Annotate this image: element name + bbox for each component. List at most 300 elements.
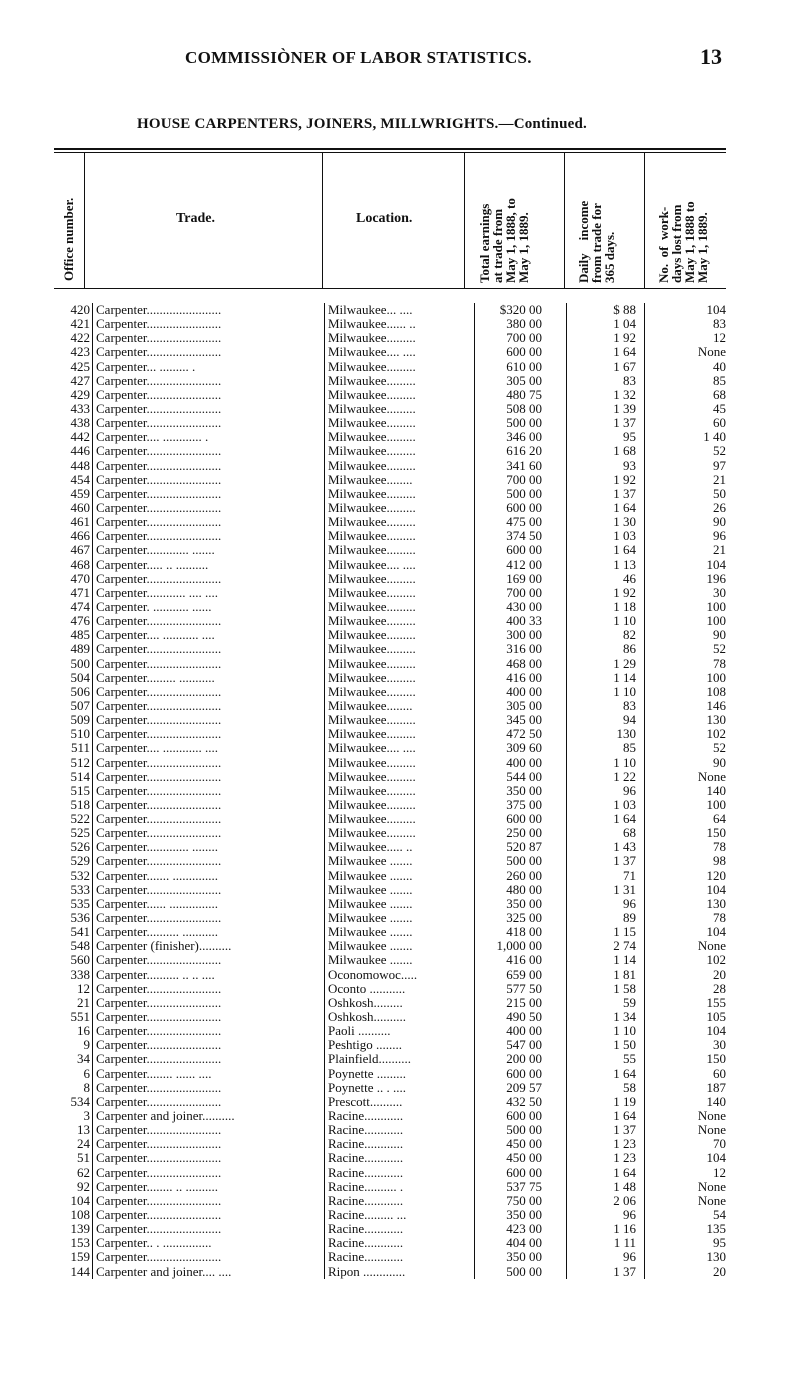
earnings-cell: 520 87 <box>506 839 542 855</box>
trade-cell: Carpenter....................... <box>96 515 222 530</box>
table-row <box>54 430 726 444</box>
location-cell: Racine............ <box>328 1151 404 1166</box>
office-number-cell: 34 <box>77 1051 90 1067</box>
trade-cell: Carpenter.... ............ .... <box>96 741 219 756</box>
table-row <box>54 883 726 897</box>
earnings-cell: 500 00 <box>506 415 542 431</box>
daily-income-cell: 96 <box>623 1249 636 1265</box>
location-cell: Oconto ........... <box>328 981 406 996</box>
location-cell: Milwaukee......... <box>328 614 416 629</box>
days-lost-cell: 54 <box>713 1207 726 1222</box>
table-row <box>54 317 726 331</box>
trade-cell: Carpenter....................... <box>96 812 222 827</box>
col-divider <box>644 153 645 288</box>
trade-cell: Carpenter....................... <box>96 571 222 586</box>
daily-income-cell: 1 04 <box>613 316 636 332</box>
earnings-cell: 169 00 <box>506 570 542 586</box>
days-lost-cell: 135 <box>706 1221 726 1237</box>
office-number-cell: 51 <box>77 1150 90 1166</box>
days-lost-cell: 155 <box>706 994 726 1010</box>
table-row <box>54 897 726 911</box>
location-cell: Racine......... ... <box>328 1208 407 1222</box>
office-number-cell: 3 <box>83 1108 90 1124</box>
location-cell: Racine............ <box>328 1137 404 1152</box>
earnings-cell: 400 00 <box>506 1023 542 1039</box>
trade-cell: Carpenter........ ...... .... <box>96 1066 212 1081</box>
trade-cell: Carpenter....................... <box>96 401 222 416</box>
days-lost-cell: 52 <box>713 740 726 756</box>
office-number-cell: 429 <box>70 386 90 402</box>
earnings-cell: 430 00 <box>506 598 542 614</box>
earnings-cell: 325 00 <box>506 910 542 926</box>
table-row <box>54 331 726 345</box>
daily-income-cell: 1 34 <box>613 1009 636 1025</box>
earnings-cell: 1,000 00 <box>496 938 542 954</box>
daily-income-cell: 1 64 <box>613 344 636 360</box>
table-row <box>54 360 726 374</box>
trade-cell: Carpenter....................... <box>96 642 222 657</box>
daily-income-cell: 1 64 <box>613 499 636 515</box>
daily-income-cell: 95 <box>623 429 636 445</box>
table-row <box>54 1067 726 1081</box>
location-cell: Milwaukee......... <box>328 500 416 515</box>
trade-cell: Carpenter......... ........... <box>96 670 215 685</box>
trade-cell: Carpenter....................... <box>96 755 222 770</box>
daily-income-cell: 89 <box>623 910 636 926</box>
office-number-cell: 92 <box>77 1178 90 1194</box>
trade-cell: Carpenter and joiner.......... <box>96 1109 235 1124</box>
office-number-cell: 532 <box>70 867 90 883</box>
days-lost-cell: 96 <box>713 528 726 544</box>
daily-income-cell: 1 68 <box>613 443 636 459</box>
header-daily-income: Daily income from trade for 365 days. <box>576 200 617 283</box>
daily-income-cell: 1 92 <box>613 584 636 600</box>
location-cell: Racine............ <box>328 1250 404 1265</box>
daily-income-cell: 1 10 <box>613 754 636 770</box>
days-lost-cell: 78 <box>713 839 726 855</box>
table-row <box>54 515 726 529</box>
earnings-cell: 508 00 <box>506 400 542 416</box>
col-divider <box>322 153 323 288</box>
earnings-cell: 472 50 <box>506 726 542 742</box>
days-lost-cell: 104 <box>706 1150 726 1166</box>
earnings-cell: 423 00 <box>506 1221 542 1237</box>
earnings-cell: 600 00 <box>506 1065 542 1081</box>
table-row <box>54 374 726 388</box>
table-title: HOUSE CARPENTERS, JOINERS, MILLWRIGHTS.—Continued. <box>137 116 587 132</box>
trade-cell: Carpenter....................... <box>96 684 222 699</box>
daily-income-cell: 1 92 <box>613 330 636 346</box>
office-number-cell: 471 <box>70 584 90 600</box>
table-row <box>54 416 726 430</box>
trade-cell: Carpenter....................... <box>96 953 222 968</box>
location-cell: Milwaukee ....... <box>328 939 413 954</box>
days-lost-cell: None <box>697 768 726 784</box>
days-lost-cell: 146 <box>706 697 726 713</box>
earnings-cell: 700 00 <box>506 584 542 600</box>
location-cell: Paoli .......... <box>328 1024 391 1039</box>
table-row <box>54 1010 726 1024</box>
office-number-cell: 144 <box>70 1263 90 1279</box>
days-lost-cell: 12 <box>713 330 726 346</box>
daily-income-cell: 1 16 <box>613 1221 636 1237</box>
daily-income-cell: 1 92 <box>613 471 636 487</box>
table-row <box>54 1095 726 1109</box>
trade-cell: Carpenter (finisher).......... <box>96 939 232 954</box>
daily-income-cell: 96 <box>623 1207 636 1222</box>
office-number-cell: 422 <box>70 330 90 346</box>
office-number-cell: 427 <box>70 372 90 388</box>
days-lost-cell: 187 <box>706 1079 726 1095</box>
trade-cell: Carpenter....................... <box>96 416 222 431</box>
daily-income-cell: 1 64 <box>613 542 636 558</box>
location-cell: Milwaukee......... <box>328 373 416 388</box>
days-lost-cell: 85 <box>713 372 726 388</box>
earnings-cell: 500 00 <box>506 853 542 869</box>
trade-cell: Carpenter....................... <box>96 1137 222 1152</box>
location-cell: Milwaukee.... .... <box>328 741 416 756</box>
table-row <box>54 911 726 925</box>
location-cell: Milwaukee......... <box>328 783 416 798</box>
header-office-number: Office number. <box>61 197 76 281</box>
table-row <box>54 925 726 939</box>
daily-income-cell: 1 43 <box>613 839 636 855</box>
days-lost-cell: 90 <box>713 754 726 770</box>
office-number-cell: 446 <box>70 443 90 459</box>
table-row <box>54 558 726 572</box>
daily-income-cell: 1 64 <box>613 1164 636 1180</box>
trade-cell: Carpenter....................... <box>96 1208 222 1222</box>
trade-cell: Carpenter....................... <box>96 1080 222 1095</box>
office-number-cell: 153 <box>70 1235 90 1251</box>
top-rule <box>54 148 726 150</box>
table-row <box>54 1137 726 1151</box>
trade-cell: Carpenter....... .............. <box>96 868 219 883</box>
earnings-cell: 500 00 <box>506 1122 542 1138</box>
table-row <box>54 996 726 1010</box>
days-lost-cell: 50 <box>713 485 726 501</box>
days-lost-cell: 104 <box>706 302 726 317</box>
trade-cell: Carpenter....................... <box>96 444 222 459</box>
days-lost-cell: 97 <box>713 457 726 473</box>
daily-income-cell: 1 48 <box>613 1178 636 1194</box>
trade-cell: Carpenter....................... <box>96 614 222 629</box>
daily-income-cell: 1 18 <box>613 598 636 614</box>
location-cell: Milwaukee......... <box>328 543 416 558</box>
days-lost-cell: None <box>697 938 726 954</box>
daily-income-cell: 1 11 <box>613 1235 636 1251</box>
running-title: COMMISSIÒNER OF LABOR STATISTICS. <box>185 48 532 67</box>
location-cell: Milwaukee ....... <box>328 911 413 926</box>
office-number-cell: 536 <box>70 910 90 926</box>
office-number-cell: 534 <box>70 1093 90 1109</box>
office-number-cell: 514 <box>70 768 90 784</box>
days-lost-cell: 28 <box>713 980 726 996</box>
days-lost-cell: 100 <box>706 613 726 629</box>
office-number-cell: 518 <box>70 796 90 812</box>
daily-income-cell: 1 15 <box>613 924 636 940</box>
days-lost-cell: 83 <box>713 316 726 332</box>
table-row <box>54 953 726 967</box>
office-number-cell: 512 <box>70 754 90 770</box>
days-lost-cell: 90 <box>713 627 726 643</box>
office-number-cell: 506 <box>70 683 90 699</box>
earnings-cell: 260 00 <box>506 867 542 883</box>
earnings-cell: 404 00 <box>506 1235 542 1251</box>
column-headers <box>54 153 726 289</box>
days-lost-cell: 98 <box>713 853 726 869</box>
header-days-lost: No. of work- days lost from May 1, 1888 to May 1, 1889. <box>656 201 710 283</box>
earnings-cell: 341 60 <box>506 457 542 473</box>
trade-cell: Carpenter....................... <box>96 1151 222 1166</box>
location-cell: Milwaukee......... <box>328 656 416 671</box>
days-lost-cell: 102 <box>706 726 726 742</box>
trade-cell: Carpenter....................... <box>96 911 222 926</box>
daily-income-cell: 1 31 <box>613 881 636 897</box>
office-number-cell: 515 <box>70 782 90 798</box>
trade-cell: Carpenter....................... <box>96 1165 222 1180</box>
earnings-cell: 250 00 <box>506 825 542 841</box>
trade-cell: Carpenter....................... <box>96 1193 222 1208</box>
daily-income-cell: 1 67 <box>613 358 636 374</box>
table-row <box>54 826 726 840</box>
earnings-cell: 380 00 <box>506 316 542 332</box>
daily-income-cell: 1 23 <box>613 1136 636 1152</box>
days-lost-cell: 120 <box>706 867 726 883</box>
daily-income-cell: 96 <box>623 895 636 911</box>
days-lost-cell: 40 <box>713 358 726 374</box>
earnings-cell: 700 00 <box>506 471 542 487</box>
table-body <box>54 303 726 1279</box>
location-cell: Prescott.......... <box>328 1094 403 1109</box>
location-cell: Milwaukee...... .. <box>328 317 416 332</box>
days-lost-cell: 105 <box>706 1009 726 1025</box>
days-lost-cell: 150 <box>706 1051 726 1067</box>
table-row <box>54 303 726 317</box>
daily-income-cell: 1 19 <box>613 1093 636 1109</box>
days-lost-cell: 60 <box>713 1065 726 1081</box>
table-row <box>54 388 726 402</box>
location-cell: Racine............ <box>328 1109 404 1124</box>
daily-income-cell: 59 <box>623 994 636 1010</box>
trade-cell: Carpenter....................... <box>96 797 222 812</box>
office-number-cell: 489 <box>70 641 90 657</box>
days-lost-cell: None <box>697 1192 726 1208</box>
office-number-cell: 21 <box>77 994 90 1010</box>
trade-cell: Carpenter....................... <box>96 1222 222 1237</box>
earnings-cell: 432 50 <box>506 1093 542 1109</box>
trade-cell: Carpenter....................... <box>96 1024 222 1039</box>
table-row <box>54 869 726 883</box>
table-row <box>54 812 726 826</box>
table-row <box>54 572 726 586</box>
table-row <box>54 586 726 600</box>
trade-cell: Carpenter.... ........... .... <box>96 628 215 643</box>
earnings-cell: 412 00 <box>506 556 542 572</box>
trade-cell: Carpenter..... .. .......... <box>96 557 209 572</box>
table-row <box>54 1123 726 1137</box>
table-row <box>54 657 726 671</box>
table-row <box>54 501 726 515</box>
location-cell: Milwaukee......... <box>328 359 416 374</box>
table-row <box>54 1052 726 1066</box>
trade-cell: Carpenter....................... <box>96 500 222 515</box>
office-number-cell: 510 <box>70 726 90 742</box>
location-cell: Milwaukee........ <box>328 698 413 713</box>
table-row <box>54 1236 726 1250</box>
days-lost-cell: 12 <box>713 1164 726 1180</box>
table-row <box>54 444 726 458</box>
daily-income-cell: 82 <box>623 627 636 643</box>
earnings-cell: 346 00 <box>506 429 542 445</box>
table-row <box>54 727 726 741</box>
office-number-cell: 459 <box>70 485 90 501</box>
trade-cell: Carpenter.... ............ . <box>96 430 209 445</box>
days-lost-cell: 20 <box>713 1263 726 1279</box>
daily-income-cell: 1 64 <box>613 811 636 827</box>
location-cell: Racine............ <box>328 1236 404 1251</box>
office-number-cell: 438 <box>70 415 90 431</box>
trade-cell: Carpenter....................... <box>96 387 222 402</box>
daily-income-cell: 1 39 <box>613 400 636 416</box>
location-cell: Milwaukee......... <box>328 486 416 501</box>
table-row <box>54 614 726 628</box>
table-row <box>54 1151 726 1165</box>
days-lost-cell: 130 <box>706 1249 726 1265</box>
location-cell: Milwaukee......... <box>328 713 416 728</box>
earnings-cell: 600 00 <box>506 1108 542 1124</box>
daily-income-cell: 83 <box>623 372 636 388</box>
earnings-cell: 400 00 <box>506 754 542 770</box>
daily-income-cell: 130 <box>616 726 636 742</box>
table-row <box>54 1166 726 1180</box>
earnings-cell: 616 20 <box>506 443 542 459</box>
days-lost-cell: 90 <box>713 514 726 530</box>
earnings-cell: 316 00 <box>506 641 542 657</box>
daily-income-cell: 1 13 <box>613 556 636 572</box>
days-lost-cell: 52 <box>713 641 726 657</box>
location-cell: Milwaukee......... <box>328 727 416 742</box>
earnings-cell: 418 00 <box>506 924 542 940</box>
office-number-cell: 525 <box>70 825 90 841</box>
location-cell: Plainfield.......... <box>328 1052 412 1067</box>
office-number-cell: 420 <box>70 302 90 317</box>
daily-income-cell: 85 <box>623 740 636 756</box>
location-cell: Oshkosh.......... <box>328 1010 407 1025</box>
earnings-cell: 200 00 <box>506 1051 542 1067</box>
days-lost-cell: 78 <box>713 910 726 926</box>
earnings-cell: 416 00 <box>506 669 542 685</box>
trade-cell: Carpenter. ........... ...... <box>96 599 212 614</box>
daily-income-cell: 1 58 <box>613 980 636 996</box>
office-number-cell: 551 <box>70 1009 90 1025</box>
earnings-cell: 544 00 <box>506 768 542 784</box>
daily-income-cell: 1 37 <box>613 1122 636 1138</box>
trade-cell: Carpenter....................... <box>96 698 222 713</box>
trade-cell: Carpenter....................... <box>96 854 222 869</box>
office-number-cell: 8 <box>83 1079 90 1095</box>
earnings-cell: 345 00 <box>506 712 542 728</box>
earnings-cell: 400 00 <box>506 683 542 699</box>
table-row <box>54 1180 726 1194</box>
office-number-cell: 509 <box>70 712 90 728</box>
table-row <box>54 487 726 501</box>
earnings-cell: 305 00 <box>506 697 542 713</box>
location-cell: Milwaukee ....... <box>328 868 413 883</box>
days-lost-cell: 140 <box>706 1093 726 1109</box>
location-cell: Milwaukee ....... <box>328 896 413 911</box>
location-cell: Racine............ <box>328 1123 404 1138</box>
location-cell: Milwaukee......... <box>328 684 416 699</box>
office-number-cell: 476 <box>70 613 90 629</box>
location-cell: Racine............ <box>328 1165 404 1180</box>
office-number-cell: 13 <box>77 1122 90 1138</box>
office-number-cell: 500 <box>70 655 90 671</box>
earnings-cell: 500 00 <box>506 485 542 501</box>
location-cell: Milwaukee......... <box>328 670 416 685</box>
header-earnings: Total earnings at trade from May 1, 1888, to May 1, 1889. <box>477 198 531 283</box>
earnings-cell: 416 00 <box>506 952 542 968</box>
location-cell: Milwaukee......... <box>328 458 416 473</box>
location-cell: Milwaukee......... <box>328 642 416 657</box>
location-cell: Milwaukee..... .. <box>328 840 413 855</box>
office-number-cell: 9 <box>83 1037 90 1053</box>
days-lost-cell: 21 <box>713 471 726 487</box>
trade-cell: Carpenter....................... <box>96 882 222 897</box>
trade-cell: Carpenter.. . ............... <box>96 1236 212 1251</box>
earnings-cell: 490 50 <box>506 1009 542 1025</box>
days-lost-cell: 64 <box>713 811 726 827</box>
table-row <box>54 1250 726 1264</box>
earnings-cell: 547 00 <box>506 1037 542 1053</box>
daily-income-cell: 1 50 <box>613 1037 636 1053</box>
table-row <box>54 798 726 812</box>
daily-income-cell: 1 37 <box>613 1263 636 1279</box>
daily-income-cell: 55 <box>623 1051 636 1067</box>
days-lost-cell: 30 <box>713 584 726 600</box>
location-cell: Milwaukee.... .... <box>328 557 416 572</box>
days-lost-cell: 104 <box>706 556 726 572</box>
earnings-cell: 610 00 <box>506 358 542 374</box>
location-cell: Milwaukee......... <box>328 599 416 614</box>
earnings-cell: 600 00 <box>506 499 542 515</box>
table-row <box>54 473 726 487</box>
daily-income-cell: 94 <box>623 712 636 728</box>
earnings-cell: 750 00 <box>506 1192 542 1208</box>
table-row <box>54 939 726 953</box>
daily-income-cell: 1 30 <box>613 514 636 530</box>
trade-cell: Carpenter....................... <box>96 995 222 1010</box>
daily-income-cell: 1 03 <box>613 528 636 544</box>
daily-income-cell: 1 29 <box>613 655 636 671</box>
days-lost-cell: 20 <box>713 966 726 982</box>
earnings-cell: 537 75 <box>506 1178 542 1194</box>
days-lost-cell: 108 <box>706 683 726 699</box>
location-cell: Milwaukee ....... <box>328 953 413 968</box>
office-number-cell: 467 <box>70 542 90 558</box>
location-cell: Milwaukee......... <box>328 812 416 827</box>
header-location: Location. <box>356 211 413 226</box>
trade-cell: Carpenter.......... .. .. .... <box>96 967 215 982</box>
office-number-cell: 529 <box>70 853 90 869</box>
location-cell: Racine............ <box>328 1193 404 1208</box>
earnings-cell: 350 00 <box>506 895 542 911</box>
data-table <box>54 148 726 1279</box>
trade-cell: Carpenter....................... <box>96 331 222 346</box>
trade-cell: Carpenter...... ............... <box>96 896 219 911</box>
table-row <box>54 756 726 770</box>
table-row <box>54 1222 726 1236</box>
